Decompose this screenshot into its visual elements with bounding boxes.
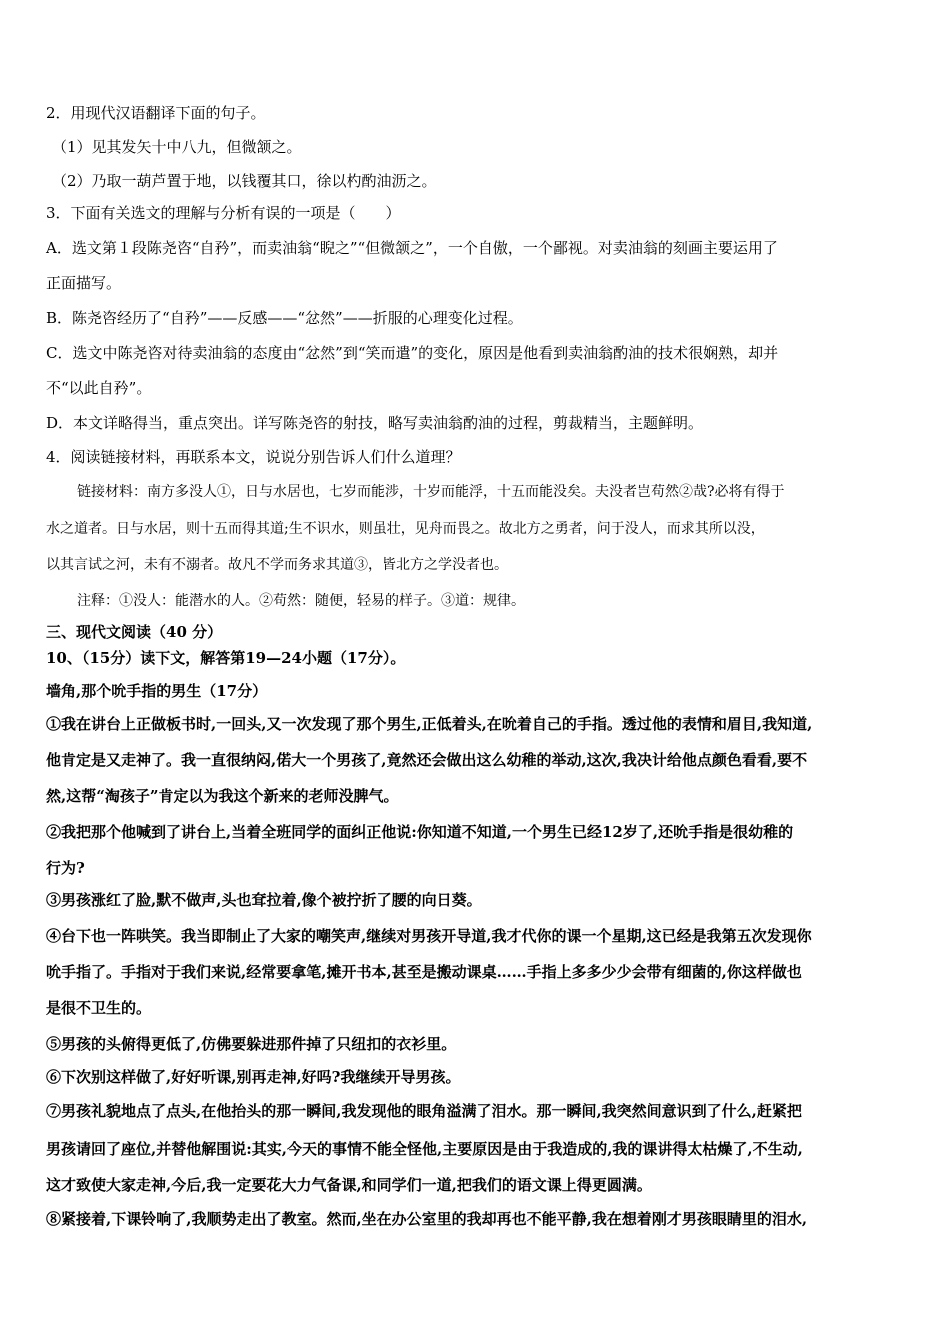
link-material-line-3: 以其言试之河，未有不溺者。故凡不学而务求其道③，皆北方之学没者也。 bbox=[46, 557, 508, 573]
paragraph-1-line-3: 然,这帮“淘孩子”肯定以为我这个新来的老师没脾气。 bbox=[46, 787, 399, 805]
paragraph-6: ⑥下次别这样做了,好好听课,别再走神,好吗?我继续开导男孩。 bbox=[46, 1068, 461, 1086]
question-2-sentence-1: （1）见其发矢十中八九，但微颔之。 bbox=[52, 138, 302, 156]
paragraph-7-line-2: 男孩请回了座位,并替他解围说:其实,今天的事情不能全怪他,主要原因是由于我造成的,我的课讲得太枯燥了,不生动, bbox=[46, 1140, 803, 1158]
question-4-prompt: 4．阅读链接材料，再联系本文，说说分别告诉人们什么道理？ bbox=[46, 448, 461, 466]
link-material-line-2: 水之道者。日与水居，则十五而得其道;生不识水，则虽壮，见舟而畏之。故北方之勇者，问于没人，而求其所以没， bbox=[46, 521, 765, 537]
section-heading: 三、现代文阅读（40 分） bbox=[46, 623, 223, 641]
paragraph-8-line-1: ⑧紧接着,下课铃响了,我顺势走出了教室。然而,坐在办公室里的我却再也不能平静,我在想着刚才男孩眼睛里的泪水, bbox=[46, 1210, 808, 1228]
question-2-sentence-2: （2）乃取一葫芦置于地，以钱覆其口，徐以杓酌油沥之。 bbox=[52, 172, 437, 190]
paragraph-7-line-3: 这才致使大家走神,今后,我一定要花大力气备课,和同学们一道,把我们的语文课上得更圆满。 bbox=[46, 1176, 652, 1194]
paragraph-2-line-2: 行为? bbox=[46, 859, 85, 877]
paragraph-5: ⑤男孩的头俯得更低了,仿佛要躲进那件掉了只纽扣的衣衫里。 bbox=[46, 1035, 457, 1053]
paragraph-4-line-3: 是很不卫生的。 bbox=[46, 999, 152, 1017]
paragraph-4-line-1: ④台下也一阵哄笑。我当即制止了大家的嘲笑声,继续对男孩开导道,我才代你的课一个星期,这已经是我第五次发现你 bbox=[46, 927, 812, 945]
option-d: D．本文详略得当，重点突出。详写陈尧咨的射技，略写卖油翁酌油的过程，剪裁精当，主题鲜明。 bbox=[46, 414, 704, 432]
option-c-line-1: C．选文中陈尧咨对待卖油翁的态度由“忿然”到“笑而遣”的变化，原因是他看到卖油翁酌油的技术很娴熟，却并 bbox=[46, 344, 779, 362]
paragraph-2-line-1: ②我把那个他喊到了讲台上,当着全班同学的面纠正他说:你知道不知道,一个男生已经12岁了,还吮手指是很幼稚的 bbox=[46, 823, 794, 841]
annotation-line: 注释：①没人：能潜水的人。②苟然：随便，轻易的样子。③道：规律。 bbox=[77, 593, 525, 609]
question-10-prompt: 10、（15分）读下文，解答第19—24小题（17分）。 bbox=[46, 649, 406, 667]
paragraph-1-line-2: 他肯定是又走神了。我一直很纳闷,偌大一个男孩了,竟然还会做出这么幼稚的举动,这次,我决计给他点颜色看看,要不 bbox=[46, 751, 808, 769]
option-b: B．陈尧咨经历了“自矜”——反感——“忿然”——折服的心理变化过程。 bbox=[46, 309, 523, 327]
option-a-line-2: 正面描写。 bbox=[46, 274, 122, 292]
paragraph-3: ③男孩涨红了脸,默不做声,头也耷拉着,像个被拧折了腰的向日葵。 bbox=[46, 891, 482, 909]
question-3-prompt: 3．下面有关选文的理解与分析有误的一项是（ ） bbox=[46, 204, 401, 222]
paragraph-4-line-2: 吮手指了。手指对于我们来说,经常要拿笔,摊开书本,甚至是搬动课桌……手指上多多少少会带有细菌的,你这样做也 bbox=[46, 963, 802, 981]
link-material-line-1: 链接材料：南方多没人①，日与水居也，七岁而能涉，十岁而能浮，十五而能没矣。夫没者岂苟然②哉?必将有得于 bbox=[77, 484, 785, 500]
paragraph-7-line-1: ⑦男孩礼貌地点了点头,在他抬头的那一瞬间,我发现他的眼角溢满了泪水。那一瞬间,我突然间意识到了什么,赶紧把 bbox=[46, 1102, 802, 1120]
option-c-line-2: 不“以此自矜”。 bbox=[46, 379, 152, 397]
option-a-line-1: A．选文第１段陈尧咨“自矜”，而卖油翁“睨之”“但微颔之”，一个自傲，一个鄙视。对卖油翁的刻画主要运用了 bbox=[46, 239, 778, 257]
question-2-prompt: 2．用现代汉语翻译下面的句子。 bbox=[46, 104, 266, 122]
article-title: 墙角,那个吮手指的男生（17分） bbox=[46, 682, 268, 700]
paragraph-1-line-1: ①我在讲台上正做板书时,一回头,又一次发现了那个男生,正低着头,在吮着自己的手指。透过他的表情和眉目,我知道, bbox=[46, 715, 813, 733]
